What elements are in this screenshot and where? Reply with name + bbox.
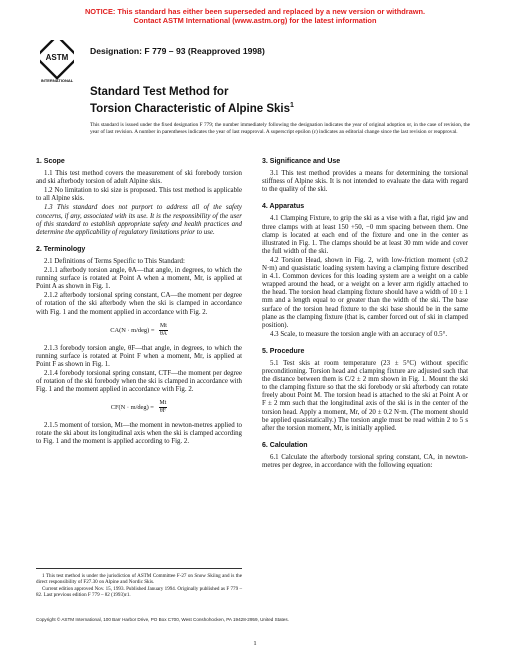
- paragraph-2-1: 2.1 Definitions of Terms Specific to This Standard:: [44, 257, 185, 265]
- section-heading-significance: 3. Significance and Use: [262, 158, 341, 165]
- withdrawal-notice: [0, 7, 510, 25]
- title-line-1: Standard Test Method for: [90, 86, 229, 98]
- title-line-2-text: Torsion Characteristic of Alpine Skis: [90, 102, 291, 115]
- paragraph-4-1: 4.1 Clamping Fixture, to grip the ski as a vise with a flat, rigid jaw and three clamps with at least 150 +50, −0 mm spacing between them. One clamp is located at each end of the fixture and one in the center as illustrated in Fig. 1. The clamps should be at least 30 mm wide and cover the full width of the ski.: [262, 215, 468, 255]
- equation-forebody: [36, 400, 242, 415]
- logo-caption: INTERNATIONAL: [40, 78, 74, 83]
- equation-afterbody-fraction: [159, 323, 168, 338]
- equation-forebody-fraction: [159, 400, 168, 415]
- equation-afterbody-numerator: Mt: [160, 322, 167, 329]
- paragraph-1-2: 1.2 No limitation to ski size is proposed. This test method is applicable to all Alpine skis.: [36, 187, 242, 203]
- left-column: [36, 158, 242, 447]
- equation-afterbody-denominator: θA: [159, 330, 167, 337]
- equation-forebody-lhs: CF(N · m/deg) =: [110, 404, 154, 412]
- equation-forebody-denominator: θF: [159, 408, 166, 415]
- issued-note: This standard is issued under the fixed designation F 779; the number immediately following the designation indicates the year of original adoption or, in the case of revision, the year of last revision. A number in parentheses indicates the year of last reapproval. A superscript epsilon (ε) indicates an editorial change since the last revision or reapproval.: [90, 122, 470, 135]
- equation-forebody-numerator: Mt: [159, 400, 167, 407]
- paragraph-2-1-3: 2.1.3 forebody torsion angle, θF—that angle, in degrees, to which the running surface is rotated at Point F when a moment, Mr, is applied at Point F as shown in Fig. 1.: [36, 344, 242, 368]
- right-column: [262, 158, 468, 471]
- section-heading-apparatus: 4. Apparatus: [262, 203, 305, 211]
- section-heading-terminology: 2. Terminology: [36, 245, 86, 253]
- equation-afterbody: [36, 323, 242, 338]
- designation: Designation: F 779 – 93 (Reapproved 1998): [90, 46, 265, 56]
- logo-letters: ASTM: [45, 53, 69, 62]
- paragraph-1-1: 1.1 This test method covers the measurement of ski forebody torsion and ski afterbody torsion of adult Alpine skis.: [36, 170, 242, 186]
- notice-line-1: NOTICE: This standard has either been superseded and replaced by a new version or withdrawn.: [84, 7, 426, 16]
- paragraph-2-1-4: 2.1.4 forebody torsional spring constant, CTF—the moment per degree of rotation of the ski forebody when the ski is clamped in accordance with Fig. 1 and the moment applied in accordance with Fig. 2.: [36, 369, 242, 394]
- paragraph-2-1-2: 2.1.2 afterbody torsional spring constant, CA—the moment per degree of rotation of the ski afterbody when the ski is clamped in accordance with Fig. 1 and the moment applied in accordance with Fig. 2.: [36, 292, 242, 316]
- paragraph-2-1-5: 2.1.5 moment of torsion, Mt—the moment in newton-metres applied to rotate the ski about its longitudinal axis when the ski is clamped according to Fig. 1 and the moment is applied according to Fig. 2.: [36, 422, 242, 446]
- section-heading-procedure: 5. Procedure: [262, 347, 305, 355]
- title-footnote-mark[interactable]: 1: [290, 102, 294, 109]
- page-number: 1: [253, 640, 257, 647]
- paragraph-4-2: 4.2 Torsion Head, shown in Fig. 2, with low-friction moment (≤0.2 N·m) and quasistatic loading system having a clamping fixture described in 4.1. Common devices for this loading system are a weight on a cable wrapped around the head, or a weight on a lever arm rigidly attached to the head. The torsion head clamping fixture should have a width of 10 ± 1 mm and a length equal to or greater than the width of the ski. The base surface of the torsion head fixture to the ski base should be in the same plane as the clamping fixture (that is, camber forced out of ski in clamped position).: [262, 256, 468, 329]
- astm-logo-icon: [40, 40, 74, 84]
- section-heading-scope: 1. Scope: [36, 158, 65, 165]
- footnote: [36, 568, 242, 599]
- title-line-2: [90, 99, 470, 116]
- copyright-line: Copyright © ASTM International, 100 Barr Harbor Drive, PO Box C700, West Conshohocken, PA 19428-2959, United States.: [36, 617, 289, 622]
- paragraph-1-3: 1.3 This standard does not purport to address all of the safety concerns, if any, associated with its use. It is the responsibility of the user of this standard to establish appropriate safety and health practices and determine the applicability of regulatory limitations prior to use.: [36, 204, 242, 236]
- paragraph-6-1: 6.1 Calculate the afterbody torsional spring constant, CA, in newton-metres per degree, in accordance with the following equation:: [262, 453, 468, 469]
- paragraph-5-1: 5.1 Test skis at room temperature (23 ± 5°C) without specific preconditioning. Torsion head and clamping fixture are adjusted such that the distance between them is C/2 ± 2 mm shown in Fig. 1. Mount the ski to the clamping fixture so that the ski forebody or ski afterbody can rotate freely about Point M. The torsion head is attached to the ski at Point A or F ± 2 mm such that the longitudinal axis of the ski is in the center of the torsion head. Apply a moment, Mr, of 20 ± 0.2 N·m. (The moment should be applied quasistatically.) The torsion angle must be read within 2 to 5 s after the torsion moment, Mr, is initially applied.: [262, 359, 468, 432]
- paragraph-4-3: 4.3 Scale, to measure the torsion angle with an accuracy of 0.5°.: [270, 330, 448, 338]
- section-heading-calculation: 6. Calculation: [262, 441, 308, 449]
- footnote-paragraph-1: 1 This test method is under the jurisdiction of ASTM Committee F-27 on Snow Skiing and is the direct responsibility of F27.30 on Alpine and Nordic Skis.: [36, 573, 242, 586]
- notice-line-2: Contact ASTM International (www.astm.org) for the latest information: [133, 16, 377, 25]
- paragraph-2-1-1: 2.1.1 afterbody torsion angle, θA—that angle, in degrees, to which the running surface is rotated at Point A when a moment, Mr, is applied at Point A as shown in Fig. 1.: [36, 267, 242, 291]
- document-title: [90, 86, 470, 116]
- paragraph-3-1: 3.1 This test method provides a means for determining the torsional stiffness of Alpine skis. It is not intended to evaluate the data with regard to the quality of the ski.: [262, 170, 468, 194]
- footnote-paragraph-2: Current edition approved Nov. 15, 1993. Published January 1994. Originally published as F 779 – 82. Last previous edition F 779 – 82 (1993)ε1.: [36, 585, 242, 599]
- equation-afterbody-lhs: CA(N · m/deg) =: [110, 326, 155, 334]
